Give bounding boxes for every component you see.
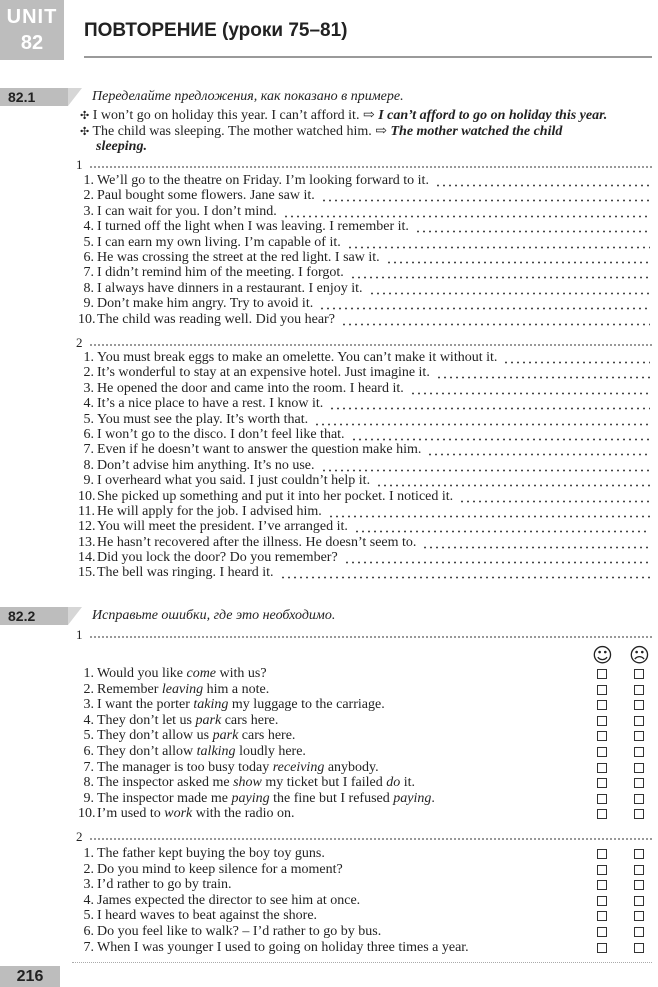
sentence-text: The inspector made me bbox=[97, 790, 232, 806]
item-number: 15. bbox=[78, 565, 96, 581]
answer-blank[interactable] bbox=[351, 427, 650, 442]
example-1-given: I won’t go on holiday this year. I can’t afford it. bbox=[92, 108, 360, 123]
answer-blank[interactable] bbox=[427, 442, 650, 457]
item-number: 1. bbox=[83, 173, 94, 188]
sentence-text: She picked up something and put it into her pocket. I noticed it. bbox=[97, 488, 454, 504]
sentence-item bbox=[78, 250, 650, 265]
correction-item bbox=[78, 682, 652, 698]
correction-item bbox=[78, 908, 652, 924]
incorrect-checkbox[interactable] bbox=[634, 763, 644, 773]
item-number: 8. bbox=[83, 775, 94, 791]
sentence-item bbox=[78, 473, 650, 488]
correct-checkbox[interactable] bbox=[597, 896, 607, 906]
sentence-text: I won’t go to the disco. I don’t feel like that. bbox=[97, 426, 345, 442]
sentence-text: The manager is too busy today bbox=[97, 759, 273, 775]
sentence-text: him a note. bbox=[203, 681, 270, 697]
sentence-item bbox=[78, 550, 650, 565]
sentence-text: I didn’t remind him of the meeting. I forgot. bbox=[97, 265, 344, 281]
item-number: 10. bbox=[78, 488, 96, 504]
correction-item bbox=[78, 893, 652, 909]
sentence-text: We’ll go to the theatre on Friday. I’m looking forward to it. bbox=[97, 173, 429, 188]
sentence-text: I can wait for you. I don’t mind. bbox=[97, 203, 277, 219]
sentence-text: They don’t allow bbox=[97, 743, 197, 759]
item-number: 1. bbox=[83, 846, 94, 861]
incorrect-checkbox[interactable] bbox=[634, 685, 644, 695]
answer-blank[interactable] bbox=[321, 188, 650, 203]
footer-divider bbox=[72, 962, 652, 963]
sentence-text: They don’t allow us bbox=[97, 728, 213, 744]
sentence-text: Do you feel like to walk? – I’d rather to go by bus. bbox=[97, 923, 382, 939]
sentence-text: He hasn’t recovered after the illness. He doesn’t seem to. bbox=[97, 534, 417, 550]
highlighted-word: paying bbox=[393, 790, 432, 806]
example-2 bbox=[80, 124, 562, 139]
item-number: 9. bbox=[83, 790, 94, 806]
incorrect-checkbox[interactable] bbox=[634, 865, 644, 875]
sentence-text: You will meet the president. I’ve arranged it. bbox=[97, 519, 348, 535]
sentence-list-2 bbox=[78, 350, 650, 581]
sentence-text: The child was reading well. Did you hear? bbox=[97, 311, 335, 327]
item-number: 4. bbox=[83, 712, 94, 728]
arrow-icon: ⇨ bbox=[362, 108, 375, 123]
sentence-text: He will apply for the job. I advised him. bbox=[97, 503, 322, 519]
item-number: 14. bbox=[78, 550, 96, 566]
answer-blank[interactable] bbox=[329, 396, 650, 411]
highlighted-word: park bbox=[195, 712, 222, 728]
sentence-text: It’s a nice place to have a rest. I know it. bbox=[97, 396, 324, 412]
group-number: 2 bbox=[76, 829, 83, 844]
correct-checkbox[interactable] bbox=[597, 943, 607, 953]
incorrect-checkbox[interactable] bbox=[634, 747, 644, 757]
sentence-text: Paul bought some flowers. Jane saw it. bbox=[97, 188, 315, 204]
sentence-text: It’s wonderful to stay at an expensive hotel. Just imagine it. bbox=[97, 365, 430, 381]
correct-checkbox[interactable] bbox=[597, 778, 607, 788]
answer-blank[interactable] bbox=[314, 412, 650, 427]
item-number: 2. bbox=[83, 681, 94, 697]
item-number: 13. bbox=[78, 534, 96, 550]
correction-item bbox=[78, 666, 652, 682]
incorrect-checkbox[interactable] bbox=[634, 716, 644, 726]
correction-item bbox=[78, 791, 652, 807]
sentence-item bbox=[78, 365, 650, 380]
incorrect-checkbox[interactable] bbox=[634, 809, 644, 819]
sentence-text: I heard waves to beat against the shore. bbox=[97, 908, 318, 924]
sentence-item bbox=[78, 281, 650, 296]
unit-label: UNIT bbox=[6, 6, 58, 28]
item-number: 11. bbox=[78, 503, 95, 519]
answer-blank[interactable] bbox=[422, 535, 650, 550]
group-number: 1 bbox=[76, 157, 83, 172]
example-2-answer: The mother watched the child bbox=[390, 124, 563, 139]
incorrect-checkbox[interactable] bbox=[634, 794, 644, 804]
incorrect-checkbox[interactable] bbox=[634, 731, 644, 741]
correction-item bbox=[78, 728, 652, 744]
answer-blank[interactable] bbox=[386, 250, 650, 265]
sentence-item bbox=[78, 427, 650, 442]
correct-checkbox[interactable] bbox=[597, 747, 607, 757]
correct-checkbox[interactable] bbox=[597, 716, 607, 726]
correction-item bbox=[78, 697, 652, 713]
sentence-item bbox=[78, 412, 650, 427]
highlighted-word: come bbox=[186, 666, 217, 681]
correct-checkbox[interactable] bbox=[597, 911, 607, 921]
item-number: 8. bbox=[83, 457, 94, 473]
answer-blank[interactable] bbox=[435, 173, 650, 188]
item-number: 6. bbox=[83, 923, 94, 939]
sentence-item bbox=[78, 396, 650, 411]
answer-blank[interactable] bbox=[280, 565, 650, 580]
sentence-text: I always have dinners in a restaurant. I enjoy it. bbox=[97, 280, 363, 296]
sentence-text: I want the porter bbox=[97, 697, 194, 713]
group-divider bbox=[90, 166, 652, 168]
correction-list-1 bbox=[78, 666, 652, 822]
correction-item bbox=[78, 760, 652, 776]
item-number: 4. bbox=[83, 219, 94, 235]
correct-checkbox[interactable] bbox=[597, 731, 607, 741]
arrow-icon: ⇨ bbox=[375, 124, 387, 139]
item-number: 6. bbox=[83, 426, 94, 442]
correct-checkbox[interactable] bbox=[597, 700, 607, 710]
answer-blank[interactable] bbox=[354, 519, 650, 534]
sentence-text: You must break eggs to make an omelette. You can’t make it without it. bbox=[97, 350, 498, 365]
correction-item bbox=[78, 775, 652, 791]
header-divider bbox=[84, 56, 652, 58]
correct-checkbox[interactable] bbox=[597, 880, 607, 890]
sentence-text: Even if he doesn’t want to answer the question make him. bbox=[97, 442, 422, 458]
answer-blank[interactable] bbox=[321, 458, 651, 473]
sentence-text: . bbox=[431, 790, 435, 806]
item-number: 6. bbox=[83, 249, 94, 265]
incorrect-checkbox[interactable] bbox=[634, 943, 644, 953]
sentence-text: with the radio on. bbox=[192, 806, 295, 822]
incorrect-checkbox[interactable] bbox=[634, 778, 644, 788]
incorrect-checkbox[interactable] bbox=[634, 911, 644, 921]
sentence-item bbox=[78, 312, 650, 327]
item-number: 10. bbox=[78, 806, 96, 822]
exercise-instruction-82-2: Исправьте ошибки, где это необходимо. bbox=[92, 608, 336, 623]
sentence-text: loudly here. bbox=[235, 743, 306, 759]
sentence-item bbox=[78, 519, 650, 534]
answer-blank[interactable] bbox=[436, 365, 650, 380]
sentence-text: I overheard what you said. I just couldn’t help it. bbox=[97, 473, 371, 489]
sentence-text: I turned off the light when I was leaving. I remember it. bbox=[97, 219, 409, 235]
sentence-text: When I was younger I used to going on holiday three times a year. bbox=[97, 939, 469, 955]
correct-checkbox[interactable] bbox=[597, 865, 607, 875]
sentence-text: They don’t let us bbox=[97, 712, 196, 728]
correct-checkbox[interactable] bbox=[597, 669, 607, 679]
sentence-item bbox=[78, 458, 650, 473]
exercise-tag-82-2: 82.2 bbox=[0, 607, 68, 625]
unit-number: 82 bbox=[20, 32, 44, 54]
sentence-text: The inspector asked me bbox=[97, 775, 234, 791]
sentence-text: I’d rather to go by train. bbox=[97, 877, 232, 893]
bullet-star-icon: ✣ bbox=[80, 109, 90, 122]
item-number: 5. bbox=[83, 908, 94, 924]
item-number: 6. bbox=[83, 743, 94, 759]
sentence-text: The father kept buying the boy toy guns. bbox=[97, 846, 325, 861]
sentence-list-1 bbox=[78, 173, 650, 327]
item-number: 4. bbox=[83, 892, 94, 908]
sentence-text: my luggage to the carriage. bbox=[228, 697, 385, 713]
item-number: 7. bbox=[83, 759, 94, 775]
sentence-text: my ticket but I failed bbox=[261, 775, 387, 791]
item-number: 1. bbox=[83, 666, 94, 681]
item-number: 7. bbox=[83, 265, 94, 281]
incorrect-checkbox[interactable] bbox=[634, 927, 644, 937]
item-number: 4. bbox=[83, 396, 94, 412]
correction-item bbox=[78, 924, 652, 940]
highlighted-word: work bbox=[164, 806, 193, 822]
incorrect-checkbox[interactable] bbox=[634, 880, 644, 890]
item-number: 1. bbox=[83, 350, 94, 365]
item-number: 9. bbox=[83, 296, 94, 312]
correct-checkbox[interactable] bbox=[597, 809, 607, 819]
sentence-text: with us? bbox=[216, 666, 267, 681]
item-number: 12. bbox=[78, 519, 96, 535]
sentence-item bbox=[78, 535, 650, 550]
answer-blank[interactable] bbox=[376, 473, 650, 488]
sentence-text: You must see the play. It’s worth that. bbox=[97, 411, 309, 427]
bullet-star-icon: ✣ bbox=[80, 125, 90, 138]
sentence-item bbox=[78, 381, 650, 396]
highlighted-word: talking bbox=[196, 743, 236, 759]
sentence-text: Did you lock the door? Do you remember? bbox=[97, 550, 338, 566]
item-number: 7. bbox=[83, 939, 94, 955]
sentence-text: I’m used to bbox=[97, 806, 165, 822]
item-number: 3. bbox=[83, 697, 94, 713]
answer-blank[interactable] bbox=[283, 204, 650, 219]
sentence-text: the fine but I refused bbox=[269, 790, 394, 806]
sentence-item bbox=[78, 442, 650, 457]
correction-item bbox=[78, 806, 652, 822]
item-number: 3. bbox=[83, 380, 94, 396]
example-2-given: The child was sleeping. The mother watched him. bbox=[92, 124, 372, 139]
correction-item bbox=[78, 846, 652, 862]
page-number: 216 bbox=[0, 966, 60, 987]
sentence-item bbox=[78, 565, 650, 580]
highlighted-word: park bbox=[212, 728, 239, 744]
answer-blank[interactable] bbox=[350, 265, 650, 280]
sentence-text: Don’t advise him anything. It’s no use. bbox=[97, 457, 315, 473]
item-number: 5. bbox=[83, 234, 94, 250]
sentence-item bbox=[78, 235, 650, 250]
incorrect-checkbox[interactable] bbox=[634, 849, 644, 859]
sentence-text: The bell was ringing. I heard it. bbox=[97, 565, 274, 581]
item-number: 5. bbox=[83, 728, 94, 744]
incorrect-checkbox[interactable] bbox=[634, 669, 644, 679]
sentence-text: it. bbox=[400, 775, 416, 791]
sentence-item bbox=[78, 350, 650, 365]
correction-list-2 bbox=[78, 846, 652, 955]
sentence-text: cars here. bbox=[221, 712, 279, 728]
answer-blank[interactable] bbox=[503, 350, 650, 365]
item-number: 10. bbox=[78, 311, 96, 327]
answer-blank[interactable] bbox=[410, 381, 650, 396]
example-1-answer: I can’t afford to go on holiday this year. bbox=[378, 108, 608, 123]
item-number: 3. bbox=[83, 877, 94, 893]
sentence-text: I can earn my own living. I’m capable of it. bbox=[97, 234, 341, 250]
example-2-answer-cont: sleeping. bbox=[96, 139, 147, 154]
incorrect-checkbox[interactable] bbox=[634, 700, 644, 710]
correct-checkbox[interactable] bbox=[597, 685, 607, 695]
sentence-text: cars here. bbox=[238, 728, 296, 744]
group-number: 1 bbox=[76, 627, 83, 642]
highlighted-word: leaving bbox=[161, 681, 204, 697]
sentence-item bbox=[78, 296, 650, 311]
sentence-item bbox=[78, 219, 650, 234]
highlighted-word: show bbox=[233, 775, 262, 791]
sentence-text: Would you like bbox=[97, 666, 187, 681]
incorrect-checkbox[interactable] bbox=[634, 896, 644, 906]
item-number: 7. bbox=[83, 442, 94, 458]
answer-blank[interactable] bbox=[369, 281, 650, 296]
highlighted-word: taking bbox=[193, 697, 229, 713]
exercise-instruction-82-1: Переделайте предложения, как показано в примере. bbox=[92, 89, 404, 104]
sentence-item bbox=[78, 173, 650, 188]
group-divider bbox=[90, 344, 652, 346]
sentence-item bbox=[78, 504, 650, 519]
sentence-text: Remember bbox=[97, 681, 162, 697]
group-divider bbox=[90, 636, 652, 638]
sentence-text: He opened the door and came into the room. I heard it. bbox=[97, 380, 404, 396]
sentence-item bbox=[78, 188, 650, 203]
highlighted-word: paying bbox=[231, 790, 270, 806]
sentence-item bbox=[78, 265, 650, 280]
item-number: 2. bbox=[83, 861, 94, 877]
correction-item bbox=[78, 713, 652, 729]
sentence-text: Don’t make him angry. Try to avoid it. bbox=[97, 296, 314, 312]
item-number: 8. bbox=[83, 280, 94, 296]
answer-blank[interactable] bbox=[415, 219, 650, 234]
answer-blank[interactable] bbox=[344, 550, 650, 565]
answer-blank[interactable] bbox=[459, 489, 650, 504]
correction-item bbox=[78, 877, 652, 893]
item-number: 2. bbox=[83, 365, 94, 381]
item-number: 5. bbox=[83, 411, 94, 427]
group-number: 2 bbox=[76, 335, 83, 350]
answer-blank[interactable] bbox=[319, 296, 650, 311]
page-title: ПОВТОРЕНИЕ (уроки 75–81) bbox=[84, 20, 348, 41]
sentence-text: anybody. bbox=[324, 759, 379, 775]
highlighted-word: receiving bbox=[272, 759, 325, 775]
correct-checkbox[interactable] bbox=[597, 927, 607, 937]
happy-face-icon: ☺ bbox=[592, 643, 613, 667]
correct-checkbox[interactable] bbox=[597, 849, 607, 859]
sentence-item bbox=[78, 489, 650, 504]
answer-blank[interactable] bbox=[328, 504, 650, 519]
sentence-text: Do you mind to keep silence for a moment? bbox=[97, 861, 343, 877]
sentence-text: James expected the director to see him at once. bbox=[97, 892, 361, 908]
item-number: 2. bbox=[83, 188, 94, 204]
unit-badge bbox=[0, 0, 64, 60]
item-number: 9. bbox=[83, 473, 94, 489]
sentence-item bbox=[78, 204, 650, 219]
item-number: 3. bbox=[83, 203, 94, 219]
exercise-tag-82-1: 82.1 bbox=[0, 88, 68, 106]
answer-blank[interactable] bbox=[341, 312, 650, 327]
sentence-text: He was crossing the street at the red light. I saw it. bbox=[97, 249, 380, 265]
sad-face-icon: ☹ bbox=[629, 643, 650, 667]
correction-item bbox=[78, 744, 652, 760]
example-1 bbox=[80, 108, 607, 123]
group-divider bbox=[90, 838, 652, 840]
correct-checkbox[interactable] bbox=[597, 763, 607, 773]
correction-item bbox=[78, 940, 652, 956]
highlighted-word: do bbox=[386, 775, 401, 791]
correct-checkbox[interactable] bbox=[597, 794, 607, 804]
correction-item bbox=[78, 862, 652, 878]
answer-blank[interactable] bbox=[347, 235, 650, 250]
